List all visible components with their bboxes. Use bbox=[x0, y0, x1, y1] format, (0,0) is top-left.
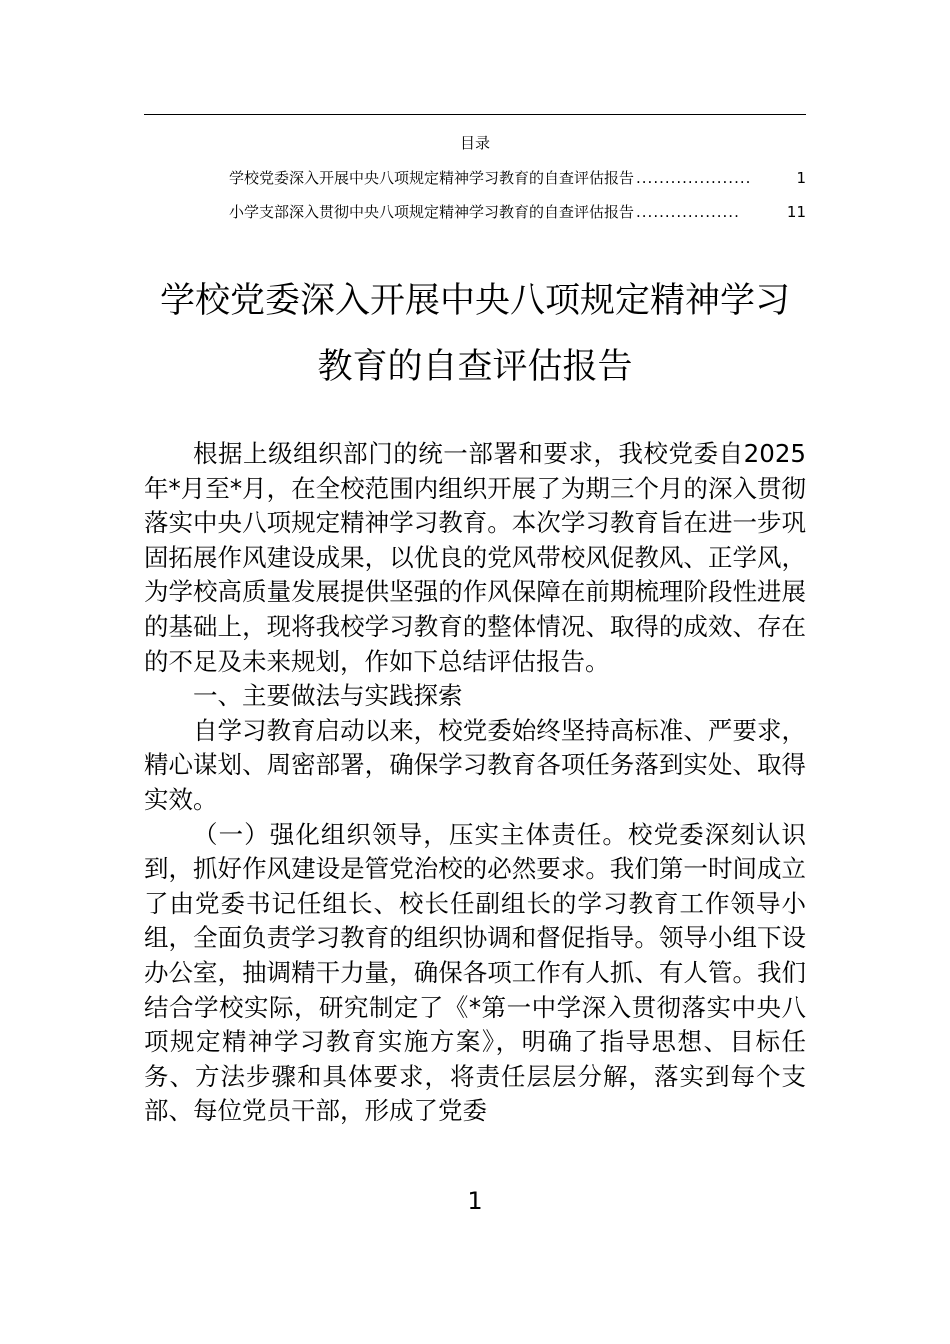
toc-entry[interactable] bbox=[229, 201, 806, 223]
document-body bbox=[144, 437, 806, 1129]
toc-entry-text: 小学支部深入贯彻中央八项规定精神学习教育的自查评估报告 bbox=[229, 203, 635, 221]
toc-title: 目录 bbox=[459, 134, 490, 152]
body-paragraph: 根据上级组织部门的统一部署和要求，我校党委自2025年*月至*月，在全校范围内组织开展了为期三个月的深入贯彻落实中央八项规定精神学习教育。本次学习教育旨在进一步巩固拓展作风建设成果，以优良的党风带校风促教风、正学风，为学校高质量发展提供坚强的作风保障在前期梳理阶段性进展的基础上，现将我校学习教育的整体情况、取得的成效、存在的不足及未来规划，作如下总结评估报告。 bbox=[144, 439, 806, 676]
body-paragraph: （一）强化组织领导，压实主体责任。校党委深刻认识到，抓好作风建设是管党治校的必然要求。我们第一时间成立了由党委书记任组长、校长任副组长的学习教育工作领导小组，全面负责学习教育的组织协调和督促指导。领导小组下设办公室，抽调精干力量，确保各项工作有人抓、有人管。我们结合学校实际，研究制定了《*第一中学深入贯彻落实中央八项规定精神学习教育实施方案》，明确了指导思想、目标任务、方法步骤和具体要求，将责任层层分解，落实到每个支部、每位党员干部，形成了党委 bbox=[144, 819, 806, 1126]
toc-entry-page: 1 bbox=[796, 169, 806, 187]
toc-entry-page: 11 bbox=[786, 203, 806, 221]
section-heading: 一、主要做法与实践探索 bbox=[193, 681, 463, 711]
toc-leader-dots: .................. bbox=[636, 203, 740, 221]
toc-entry[interactable] bbox=[229, 167, 806, 189]
body-paragraph: 自学习教育启动以来，校党委始终坚持高标准、严要求，精心谋划、周密部署，确保学习教育各项任务落到实处、取得实效。 bbox=[144, 715, 806, 814]
toc-leader-dots: .................... bbox=[636, 169, 752, 187]
header-rule bbox=[144, 114, 806, 115]
document-title: 学校党委深入开展中央八项规定精神学习教育的自查评估报告 bbox=[159, 281, 790, 387]
page-number: 1 bbox=[467, 1187, 483, 1215]
toc-entry-text: 学校党委深入开展中央八项规定精神学习教育的自查评估报告 bbox=[229, 169, 635, 187]
